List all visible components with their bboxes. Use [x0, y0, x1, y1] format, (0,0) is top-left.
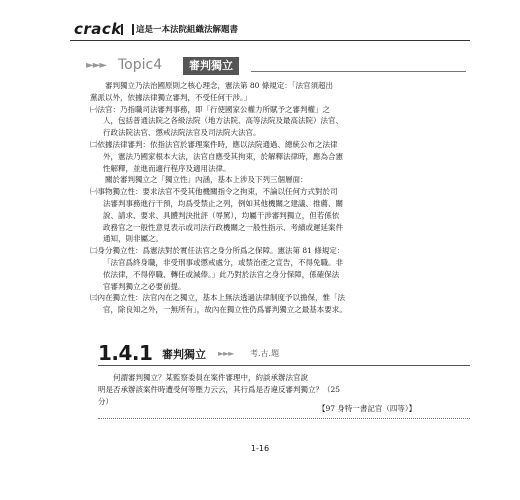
body-line: 政務官之一般性意見表示或司法行政機關之一般性指示、考績或遲延案件 — [103, 222, 343, 232]
body-line: ㈠事物獨立性：要求法官不受其他機關指令之拘束，不論以任何方式對於司 — [90, 187, 338, 197]
body-line: 黨派以外，依據法律獨立審判，不受任何干涉。」 — [90, 92, 252, 102]
header-rule — [70, 40, 470, 41]
topic-title: 審判獨立 — [183, 57, 239, 75]
question-source: 【97 身特一書記官（四等）】 — [318, 404, 417, 413]
body-line: 關於審判獨立之「獨立性」內涵，基本上涉及下列三個層面： — [105, 175, 308, 185]
body-line: 通知，則非屬之。 — [103, 234, 163, 244]
question-line: 何謂審判獨立？某監察委員在案件審理中，約談承辦法官說 — [113, 373, 308, 382]
section-title: 審判獨立 — [162, 348, 206, 361]
section-tag: 考.古.題 — [250, 349, 280, 358]
topic-heading — [86, 59, 466, 75]
brand-mark-icon — [121, 24, 134, 35]
question-line: 明是否承辦該案件時遭受何等壓力云云，其行爲是否違反審判獨立？（25 — [98, 384, 341, 394]
body-line: 官，除良知之外，一無所有」，故內在獨立性仍爲審判獨立之最基本要求。 — [103, 305, 347, 315]
book-title: 這是一本法院組織法解題書 — [136, 25, 239, 35]
section-number: 1.4.1 — [98, 341, 153, 365]
body-line: 審判獨立乃法治國原則之核心理念，憲法第 80 條規定：「法官須超出 — [105, 81, 334, 90]
body-line: 依法律，不得停職、轉任或減俸。」此乃對於法官之身分保障，係確保法 — [103, 269, 340, 279]
body-line: ㈠法官：乃指職司法審判事務，即「行使國家公權力所賦予之審判權」之 — [90, 104, 330, 114]
topic-label: Topic4 — [118, 57, 163, 73]
section-arrows-icon: ►►► — [218, 349, 234, 358]
body-line: 外，憲法乃國家根本大法，法官自應受其拘束，於解釋法律時，應為合憲 — [103, 151, 343, 161]
section-rule — [98, 365, 470, 366]
body-line: ㈢內在獨立性：法官內在之獨立，基本上無法透過法律制度予以擔保，惟「法 — [90, 293, 345, 303]
question-line: 分） — [98, 396, 113, 406]
topic-arrows-icon: ►►► — [86, 60, 107, 71]
body-line: 「法官爲終身職，非受刑事或懲戒處分，或禁治產之宣告，不得免職。非 — [103, 257, 343, 267]
page-header — [70, 18, 470, 42]
body-line: 說、請求、要求、具體判決批評（辱罵），均屬干涉審判獨立，但若係依 — [103, 210, 340, 220]
brand-logo: crack — [74, 20, 122, 38]
body-line: 官審判獨立之必要前提。 — [103, 281, 186, 291]
section-heading — [98, 343, 478, 365]
body-line: 人，包括普通法院之各級法院（地方法院、高等法院及最高法院）法官、 — [103, 116, 343, 126]
body-line: 行政法院法官、懲戒法院法官及司法院大法官。 — [103, 128, 261, 138]
body-line: ㈡身分獨立性：爲憲法對於實任法官之身分所爲之保障。憲法第 81 條規定： — [90, 246, 345, 256]
body-text — [90, 80, 435, 316]
body-line: 法審判事務進行干預，均爲受禁止之列，例如其他機關之建議、推薦、關 — [103, 198, 343, 208]
body-line: ㈡依據法律審判：依指法官於審理案件時，應以法院通過、總統公布之法律 — [90, 139, 338, 149]
dotted-divider — [98, 418, 470, 419]
page-number: 1-16 — [250, 444, 270, 453]
topic-rule — [251, 71, 466, 72]
body-line: 性解釋，並進而適行程序及適用法律。 — [103, 163, 231, 173]
